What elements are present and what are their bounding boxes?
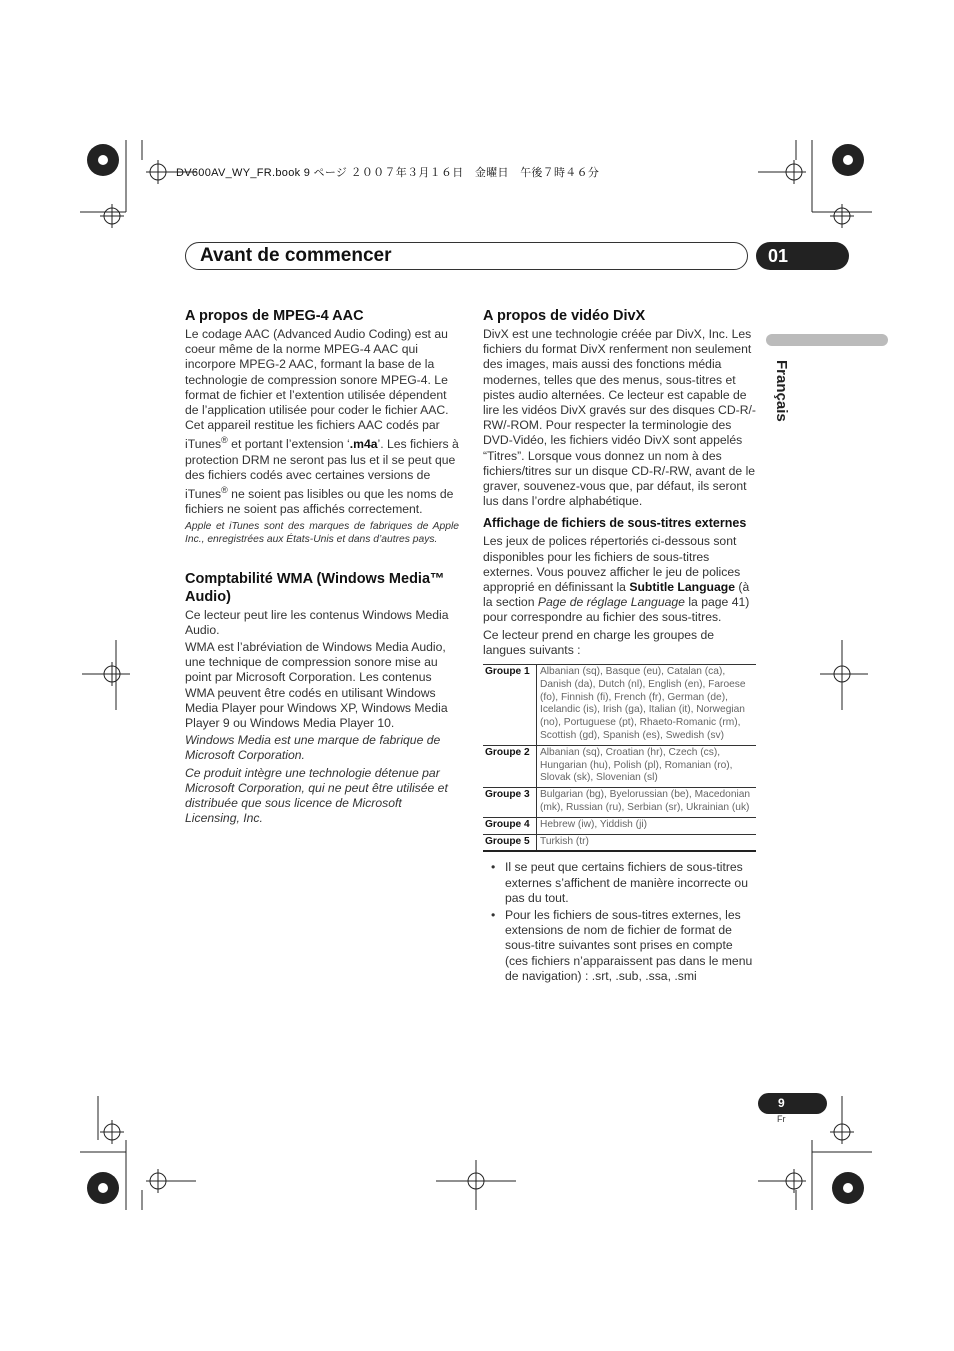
divx-heading: A propos de vidéo DivX: [483, 308, 646, 324]
section-title: Avant de commencer: [200, 245, 392, 266]
language-groups-table: [483, 664, 756, 852]
language-tab-label: Français: [773, 360, 790, 422]
table-row: Groupe 2 Albanian (sq), Croatian (hr), Czech (cs), Hungarian (hu), Polish (pl), Romanian (ro), Slovak (sk), Slovenian (sl): [483, 745, 756, 787]
table-row: Groupe 3 Bulgarian (bg), Byelorussian (be), Macedonian (mk), Russian (ru), Serbian (sr), Ukrainian (uk): [483, 788, 756, 818]
aac-heading: A propos de MPEG-4 AAC: [185, 308, 364, 324]
chapter-number: 01: [756, 242, 849, 270]
list-item: • Il se peut que certains fichiers de sous-titres externes s’affichent de manière incorrecte ou pas du tout.: [483, 860, 757, 906]
page-number: 9: [758, 1093, 827, 1114]
left-column: [185, 307, 459, 828]
page-language: Fr: [777, 1114, 786, 1124]
wma-paragraph-1: Ce lecteur peut lire les contenus Windows Media Audio.: [185, 607, 449, 637]
language-tab-bar: [766, 334, 888, 346]
language-groups-intro: Ce lecteur prend en charge les groupes de langues suivants :: [483, 627, 715, 657]
language-tab: [762, 352, 792, 462]
right-column: [483, 307, 757, 986]
wma-license-note: Ce produit intègre une technologie détenue par Microsoft Corporation, qui ne peut être utilisée et distribuée que sous licence de Microsoft Licensing, Inc.: [185, 765, 448, 826]
table-row: Groupe 4 Hebrew (iw), Yiddish (ji): [483, 817, 756, 834]
divx-paragraph: DivX est une technologie créée par DivX, Inc. Les fichiers du format DivX renferment non seulement des images, mais aussi des fonctions média modernes, telles que des menus, sous-titres et pistes audio alternées. Ce lecteur est capable de lire les vidéos DivX gravés sur des disques CD-R/-RW/-ROM. Pour respecter la terminologie des DVD-Vidéo, les fichiers vidéo DivX sont appelés “Titres”. Lorsque vous donnez un nom à des fichiers/titres sur un disque CD-R/-RW, avant de le graver, souvenez-vous que, par défaut, ils seront lus dans l’ordre alphabétique.: [483, 327, 756, 509]
list-item: • Pour les fichiers de sous-titres externes, les extensions de nom de fichier de format de sous-titre suivantes sont prises en compte (ces fichiers n’apparaissent pas dans le menu de navigation) : .srt, .sub, .ssa, .smi: [483, 908, 757, 984]
subtitle-notes-list: [483, 860, 757, 984]
aac-trademark-note: Apple et iTunes sont des marques de fabriques de Apple Inc., enregistrées aux États-Unis et dans d’autres pays.: [185, 520, 459, 545]
subtitles-heading: Affichage de fichiers de sous-titres externes: [483, 516, 747, 531]
table-row: Groupe 1 Albanian (sq), Basque (eu), Catalan (ca), Danish (da), Dutch (nl), English (en), Faroese (fo), Finnish (fi), French (fr), German (de), Icelandic (is), Irish (ga), Italian (it), Norwegian (no), Portuguese (pt), Rhaeto-Romanic (rm), Scottish (gd), Spanish (es), Swedish (sv): [483, 665, 756, 746]
wma-trademark-note: Windows Media est une marque de fabrique de Microsoft Corporation.: [185, 733, 441, 763]
section-header: [185, 242, 748, 270]
subtitles-paragraph: Les jeux de polices répertoriés ci-dessous sont disponibles pour les fichiers de sous-titres externes. Vous pouvez afficher le jeu de polices approprié en définissant la Subtitle Language (à la section Page de réglage Language la page 41) pour correspondre au fichier des sous-titres.: [483, 534, 750, 625]
print-info-line: DV600AV_WY_FR.book 9 ページ ２００７年３月１６日 金曜日 午後７時４６分: [176, 167, 600, 179]
wma-paragraph-2: WMA est l’abréviation de Windows Media Audio, une technique de compression sonore mise au point par Microsoft Corporation. Les contenus WMA peuvent être codés en utilisant Windows Media Player pour Windows XP, Windows Media Player 9 ou Windows Media Player 10.: [185, 639, 448, 730]
table-row: Groupe 5 Turkish (tr): [483, 834, 756, 851]
aac-paragraph: Le codage AAC (Advanced Audio Coding) est au coeur même de la norme MPEG-4 AAC qui incorpore MPEG-2 AAC, formant la base de la technologie de compression sonore MPEG-4. Le format de fichier et l’extention utilisée dépendent de l’application utilisée pour coder le fichier AAC. Cet appareil restitue les fichiers AAC codés par iTunes® et portant l’extension ‘.m4a’. Les fichiers à protection DRM ne seront pas lus et il se peut que des fichiers codés avec certaines versions de iTunes® ne soient pas lisibles ou que les noms de fichiers ne soient pas affichés correctement.: [185, 327, 459, 517]
wma-heading: Comptabilité WMA (Windows Media™ Audio): [185, 570, 445, 605]
